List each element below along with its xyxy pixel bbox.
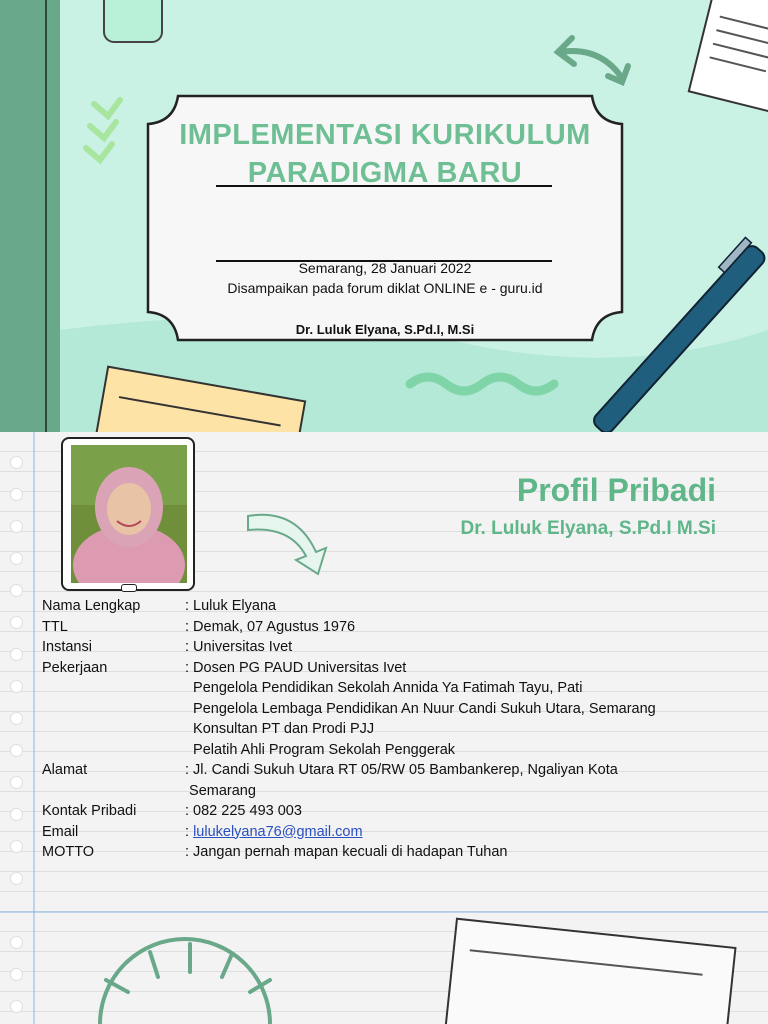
presenter-name: Dr. Luluk Elyana, S.Pd.I, M.Si	[295, 322, 475, 337]
info-value: : Jangan pernah mapan kecuali di hadapan Tuhan	[185, 844, 508, 860]
eraser-icon	[104, 0, 162, 42]
chevrons-icon	[86, 100, 120, 160]
info-label	[42, 678, 185, 699]
binder-hole	[10, 968, 23, 981]
info-row-name	[42, 596, 656, 617]
info-value-prefix: :	[185, 823, 194, 840]
info-label	[42, 781, 185, 802]
info-label	[42, 699, 185, 720]
profile-photo	[71, 445, 187, 583]
info-row-job-cont	[42, 740, 656, 761]
info-label	[42, 740, 185, 761]
paper-sheet-icon	[689, 0, 768, 113]
info-row-job-cont	[42, 678, 656, 699]
info-row-address-cont	[42, 781, 656, 802]
info-row-motto	[42, 842, 656, 863]
binder-hole	[10, 872, 23, 885]
sun-icon	[100, 939, 270, 1024]
event-forum: Disampaikan pada forum diklat ONLINE e - guru.id	[227, 280, 543, 296]
swap-arrow-icon	[558, 38, 628, 82]
info-value: : Jl. Candi Sukuh Utara RT 05/RW 05 Bambankerep, Ngaliyan Kota	[185, 762, 618, 778]
title-slide-decorations	[0, 0, 768, 432]
binder-hole	[10, 648, 23, 661]
info-value: : Dosen PG PAUD Universitas Ivet	[185, 659, 407, 676]
info-value: Semarang	[185, 782, 256, 799]
profile-heading: Profil Pribadi	[516, 472, 716, 508]
info-label: Email	[42, 823, 79, 840]
tablet-home-button	[121, 584, 137, 592]
info-value: : Luluk Elyana	[185, 598, 277, 614]
info-row-contact	[42, 801, 656, 822]
info-value	[185, 822, 363, 843]
info-row-address	[42, 760, 656, 781]
info-value: Pengelola Pendidikan Sekolah Annida Ya Fatimah Tayu, Pati	[185, 680, 583, 696]
notebook-spine	[0, 0, 60, 432]
title-line-2: PARADIGMA BARU	[247, 157, 523, 189]
info-label: Nama Lengkap	[42, 598, 141, 614]
info-value: Pelatih Ahli Program Sekolah Penggerak	[185, 741, 456, 758]
title-line-1: IMPLEMENTASI KURIKULUM	[179, 119, 591, 151]
binder-hole	[10, 808, 23, 821]
info-value: Pengelola Lembaga Pendidikan An Nuur Candi Sukuh Utara, Semarang	[185, 700, 656, 717]
binder-hole	[10, 840, 23, 853]
info-label: MOTTO	[42, 844, 95, 860]
binder-hole	[10, 776, 23, 789]
binder-hole	[10, 456, 23, 469]
info-row-email	[42, 822, 656, 843]
info-label: TTL	[42, 618, 68, 635]
binder-hole	[10, 712, 23, 725]
info-value: Konsultan PT dan Prodi PJJ	[185, 721, 375, 737]
profile-photo-frame	[61, 437, 195, 591]
title-slide	[0, 0, 768, 432]
info-value: : Universitas Ivet	[185, 639, 293, 655]
binder-hole	[10, 552, 23, 565]
profile-subheading: Dr. Luluk Elyana, S.Pd.I M.Si	[460, 518, 716, 539]
curved-arrow-icon	[248, 515, 326, 574]
info-row-birth	[42, 617, 656, 638]
info-row-job-cont	[42, 699, 656, 720]
info-label: Pekerjaan	[42, 659, 108, 676]
info-label: Kontak Pribadi	[42, 803, 137, 819]
presentation-title	[148, 116, 622, 192]
info-row-institution	[42, 637, 656, 658]
binder-hole	[10, 616, 23, 629]
binder-hole	[10, 520, 23, 533]
profile-info-table	[42, 596, 656, 863]
binder-hole	[10, 1000, 23, 1013]
event-date: Semarang, 28 Januari 2022	[298, 260, 472, 276]
info-label	[42, 719, 185, 740]
binder-hole	[10, 680, 23, 693]
note-sheet-icon	[444, 919, 735, 1024]
info-value: : Demak, 07 Agustus 1976	[185, 618, 356, 635]
info-row-job-cont	[42, 719, 656, 740]
binder-hole	[10, 584, 23, 597]
binder-hole	[10, 488, 23, 501]
email-link[interactable]: lulukelyana76@gmail.com	[193, 823, 363, 840]
info-value: : 082 225 493 003	[185, 803, 302, 819]
info-label: Alamat	[42, 762, 88, 778]
info-label: Instansi	[42, 639, 92, 655]
binder-hole	[10, 744, 23, 757]
info-row-job	[42, 658, 656, 679]
binder-hole	[10, 936, 23, 949]
